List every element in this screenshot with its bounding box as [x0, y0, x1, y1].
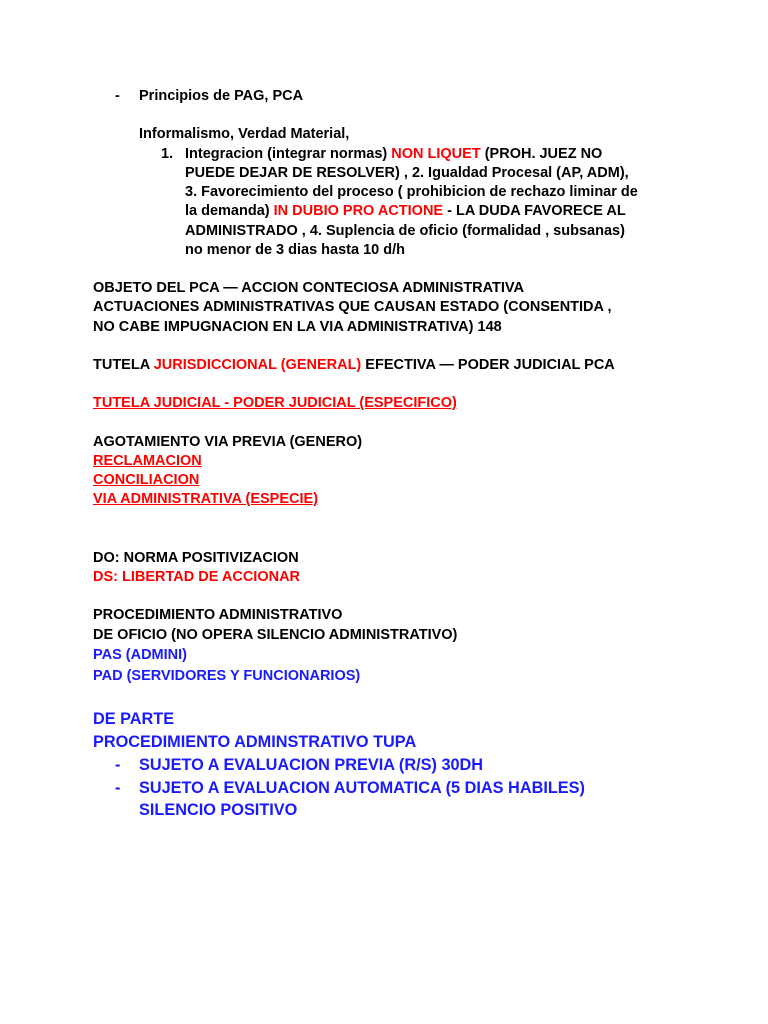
evaluacion-previa-item: SUJETO A EVALUACION PREVIA (R/S) 30DH	[139, 756, 484, 774]
non-liquet-text: NON LIQUET	[391, 146, 481, 162]
procedimiento-line-1: PROCEDIMIENTO ADMINISTRATIVO	[93, 607, 343, 623]
tutela-text: TUTELA	[93, 357, 154, 373]
principios-heading: Principios de PAG, PCA	[139, 88, 304, 104]
numbered-line-2: PUEDE DEJAR DE RESOLVER) , 2. Igualdad Procesal (AP, ADM),	[185, 165, 629, 181]
numbered-line-6: no menor de 3 dias hasta 10 d/h	[185, 242, 405, 258]
reclamacion-item: RECLAMACION	[93, 453, 202, 469]
integracion-text: Integracion (integrar normas)	[185, 146, 392, 162]
procedimiento-line-2: DE OFICIO (NO OPERA SILENCIO ADMINISTRATIVO)	[93, 627, 458, 643]
objeto-line-2: ACTUACIONES ADMINISTRATIVAS QUE CAUSAN ESTADO (CONSENTIDA ,	[93, 299, 612, 315]
proh-juez-text: (PROH. JUEZ NO	[480, 146, 603, 162]
tutela-line	[93, 356, 615, 375]
tutela-judicial-line: TUTELA JUDICIAL - PODER JUDICIAL (ESPECIFICO)	[93, 395, 457, 411]
conciliacion-item: CONCILIACION	[93, 472, 200, 488]
evaluacion-automatica-item: SUJETO A EVALUACION AUTOMATICA (5 DIAS HABILES)	[139, 779, 585, 797]
la-duda-text: - LA DUDA FAVORECE AL	[443, 203, 626, 219]
pas-line: PAS (ADMINI)	[93, 647, 187, 663]
list-number: 1.	[161, 146, 174, 162]
objeto-line-1: OBJETO DEL PCA — ACCION CONTECIOSA ADMINISTRATIVA	[93, 280, 524, 296]
jurisdiccional-text: JURISDICCIONAL (GENERAL)	[153, 357, 362, 373]
numbered-line-5: ADMINISTRADO , 4. Suplencia de oficio (formalidad , subsanas)	[185, 223, 625, 239]
pad-line: PAD (SERVIDORES Y FUNCIONARIOS)	[93, 668, 361, 684]
bullet-dash: -	[115, 779, 121, 797]
objeto-line-3: NO CABE IMPUGNACION EN LA VIA ADMINISTRATIVA) 148	[93, 319, 502, 335]
silencio-positivo-line: SILENCIO POSITIVO	[139, 801, 298, 819]
do-line: DO: NORMA POSITIVIZACION	[93, 550, 299, 566]
in-dubio-text: IN DUBIO PRO ACTIONE	[273, 203, 444, 219]
la-demanda-text: la demanda)	[185, 203, 274, 219]
bullet-dash: -	[115, 756, 121, 774]
via-administrativa-item: VIA ADMINISTRATIVA (ESPECIE)	[93, 491, 319, 507]
de-parte-heading: DE PARTE	[93, 710, 175, 728]
numbered-line-4	[185, 202, 626, 221]
bullet-dash: -	[115, 88, 120, 104]
tupa-heading: PROCEDIMIENTO ADMINSTRATIVO TUPA	[93, 733, 417, 751]
informalismo-line: Informalismo, Verdad Material,	[139, 126, 350, 142]
numbered-line-1	[185, 145, 602, 164]
numbered-line-3: 3. Favorecimiento del proceso ( prohibicion de rechazo liminar de	[185, 184, 638, 200]
efectiva-text: EFECTIVA — PODER JUDICIAL PCA	[361, 357, 615, 373]
ds-line: DS: LIBERTAD DE ACCIONAR	[93, 569, 301, 585]
agotamiento-heading: AGOTAMIENTO VIA PREVIA (GENERO)	[93, 434, 363, 450]
